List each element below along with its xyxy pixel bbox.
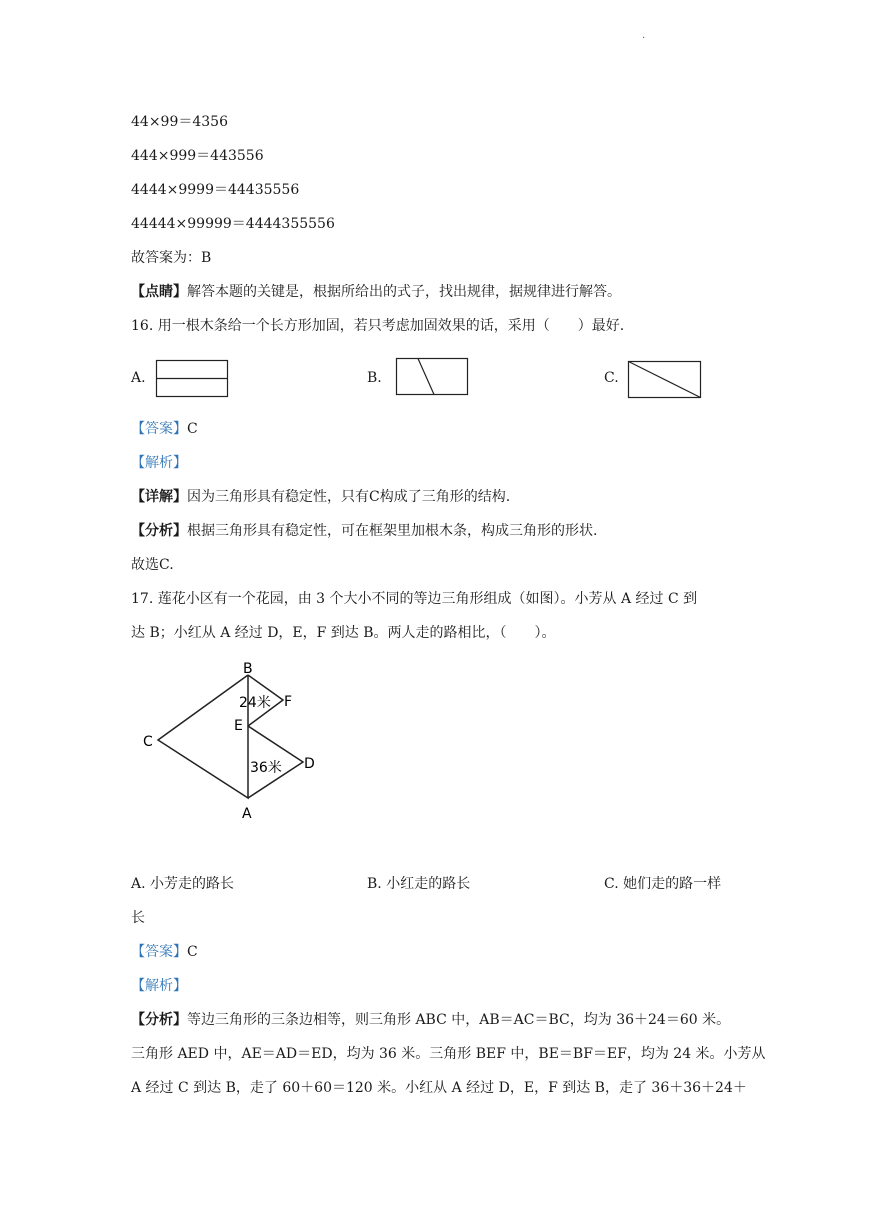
vertex-label-a: A (242, 806, 252, 822)
option-b-figure (396, 358, 469, 396)
fenxi-line3: A 经过 C 到达 B，走了 60＋60＝120 米。小红从 A 经过 D，E，F 到达 B，走了 36＋36＋24＋ (131, 1080, 747, 1096)
answer-line (131, 942, 198, 962)
length-label-small: 24米 (239, 695, 271, 711)
vertex-label-b: B (243, 661, 253, 677)
triangle-abc (158, 675, 248, 798)
header-mark: . (642, 30, 646, 41)
jiexi-line (131, 453, 187, 473)
answer-value: C (187, 421, 198, 437)
option-c-figure (628, 361, 702, 399)
option-c-label: C. (604, 370, 619, 386)
question-16: 16. 用一根木条给一个长方形加固，若只考虑加固效果的话，采用（ ）最好. (131, 318, 625, 334)
fenxi-paragraph (131, 1010, 730, 1030)
dianjing-paragraph (131, 282, 621, 302)
xiangjie-tag: 【详解】 (131, 489, 187, 505)
answer-tag: 【答案】 (131, 944, 187, 960)
q17-option-c: C. 她们走的路一样 (604, 876, 722, 892)
question-17-line1: 17. 莲花小区有一个花园，由 3 个大小不同的等边三角形组成（如图）。小芳从 A 经过 C 到 (131, 591, 698, 607)
jiexi-tag: 【解析】 (131, 978, 187, 994)
dianjing-tag: 【点睛】 (131, 284, 187, 300)
fenxi-text: 根据三角形具有稳定性，可在框架里加根木条，构成三角形的形状. (187, 523, 598, 539)
equation-line: 44444×99999＝4444355556 (131, 216, 335, 232)
q17-option-c-wrap: 长 (131, 910, 145, 926)
answer-conclusion: 故答案为：B (131, 250, 212, 266)
equation-line: 44×99＝4356 (131, 114, 228, 130)
fenxi-line2: 三角形 AED 中，AE＝AD＝ED，均为 36 米。三角形 BEF 中，BE＝BF＝EF，均为 24 米。小芳从 (131, 1046, 766, 1062)
fenxi-paragraph (131, 521, 597, 541)
option-a-label: A. (131, 370, 146, 386)
answer-line (131, 419, 198, 439)
xiangjie-text: 因为三角形具有稳定性，只有C构成了三角形的结构. (187, 489, 511, 505)
vertex-label-d: D (304, 756, 315, 772)
question-17-line2: 达 B；小红从 A 经过 D，E，F 到达 B。两人走的路相比，（ ）。 (131, 625, 556, 641)
fenxi-tag: 【分析】 (131, 1012, 187, 1028)
option-a-figure (156, 360, 229, 398)
vertex-label-e: E (234, 718, 243, 734)
xiangjie-paragraph (131, 487, 510, 507)
triangle-figure (138, 658, 328, 823)
fenxi-tag: 【分析】 (131, 523, 187, 539)
dianjing-text: 解答本题的关键是，根据所给出的式子，找出规律，据规律进行解答。 (187, 284, 621, 300)
fenxi-text: 等边三角形的三条边相等，则三角形 ABC 中，AB＝AC＝BC，均为 36＋24＝60 米。 (187, 1012, 731, 1028)
vertex-label-c: C (143, 734, 153, 750)
jiexi-line (131, 976, 187, 996)
length-label-mid: 36米 (250, 760, 282, 776)
option-b-label: B. (367, 370, 382, 386)
conclusion-line: 故选C. (131, 557, 174, 573)
q17-option-a: A. 小芳走的路长 (131, 876, 235, 892)
answer-tag: 【答案】 (131, 421, 187, 437)
answer-value: C (187, 944, 198, 960)
vertex-label-f: F (284, 694, 293, 710)
equation-line: 4444×9999＝44435556 (131, 182, 300, 198)
jiexi-tag: 【解析】 (131, 455, 187, 471)
q17-option-b: B. 小红走的路长 (367, 876, 471, 892)
equation-line: 444×999＝443556 (131, 148, 264, 164)
